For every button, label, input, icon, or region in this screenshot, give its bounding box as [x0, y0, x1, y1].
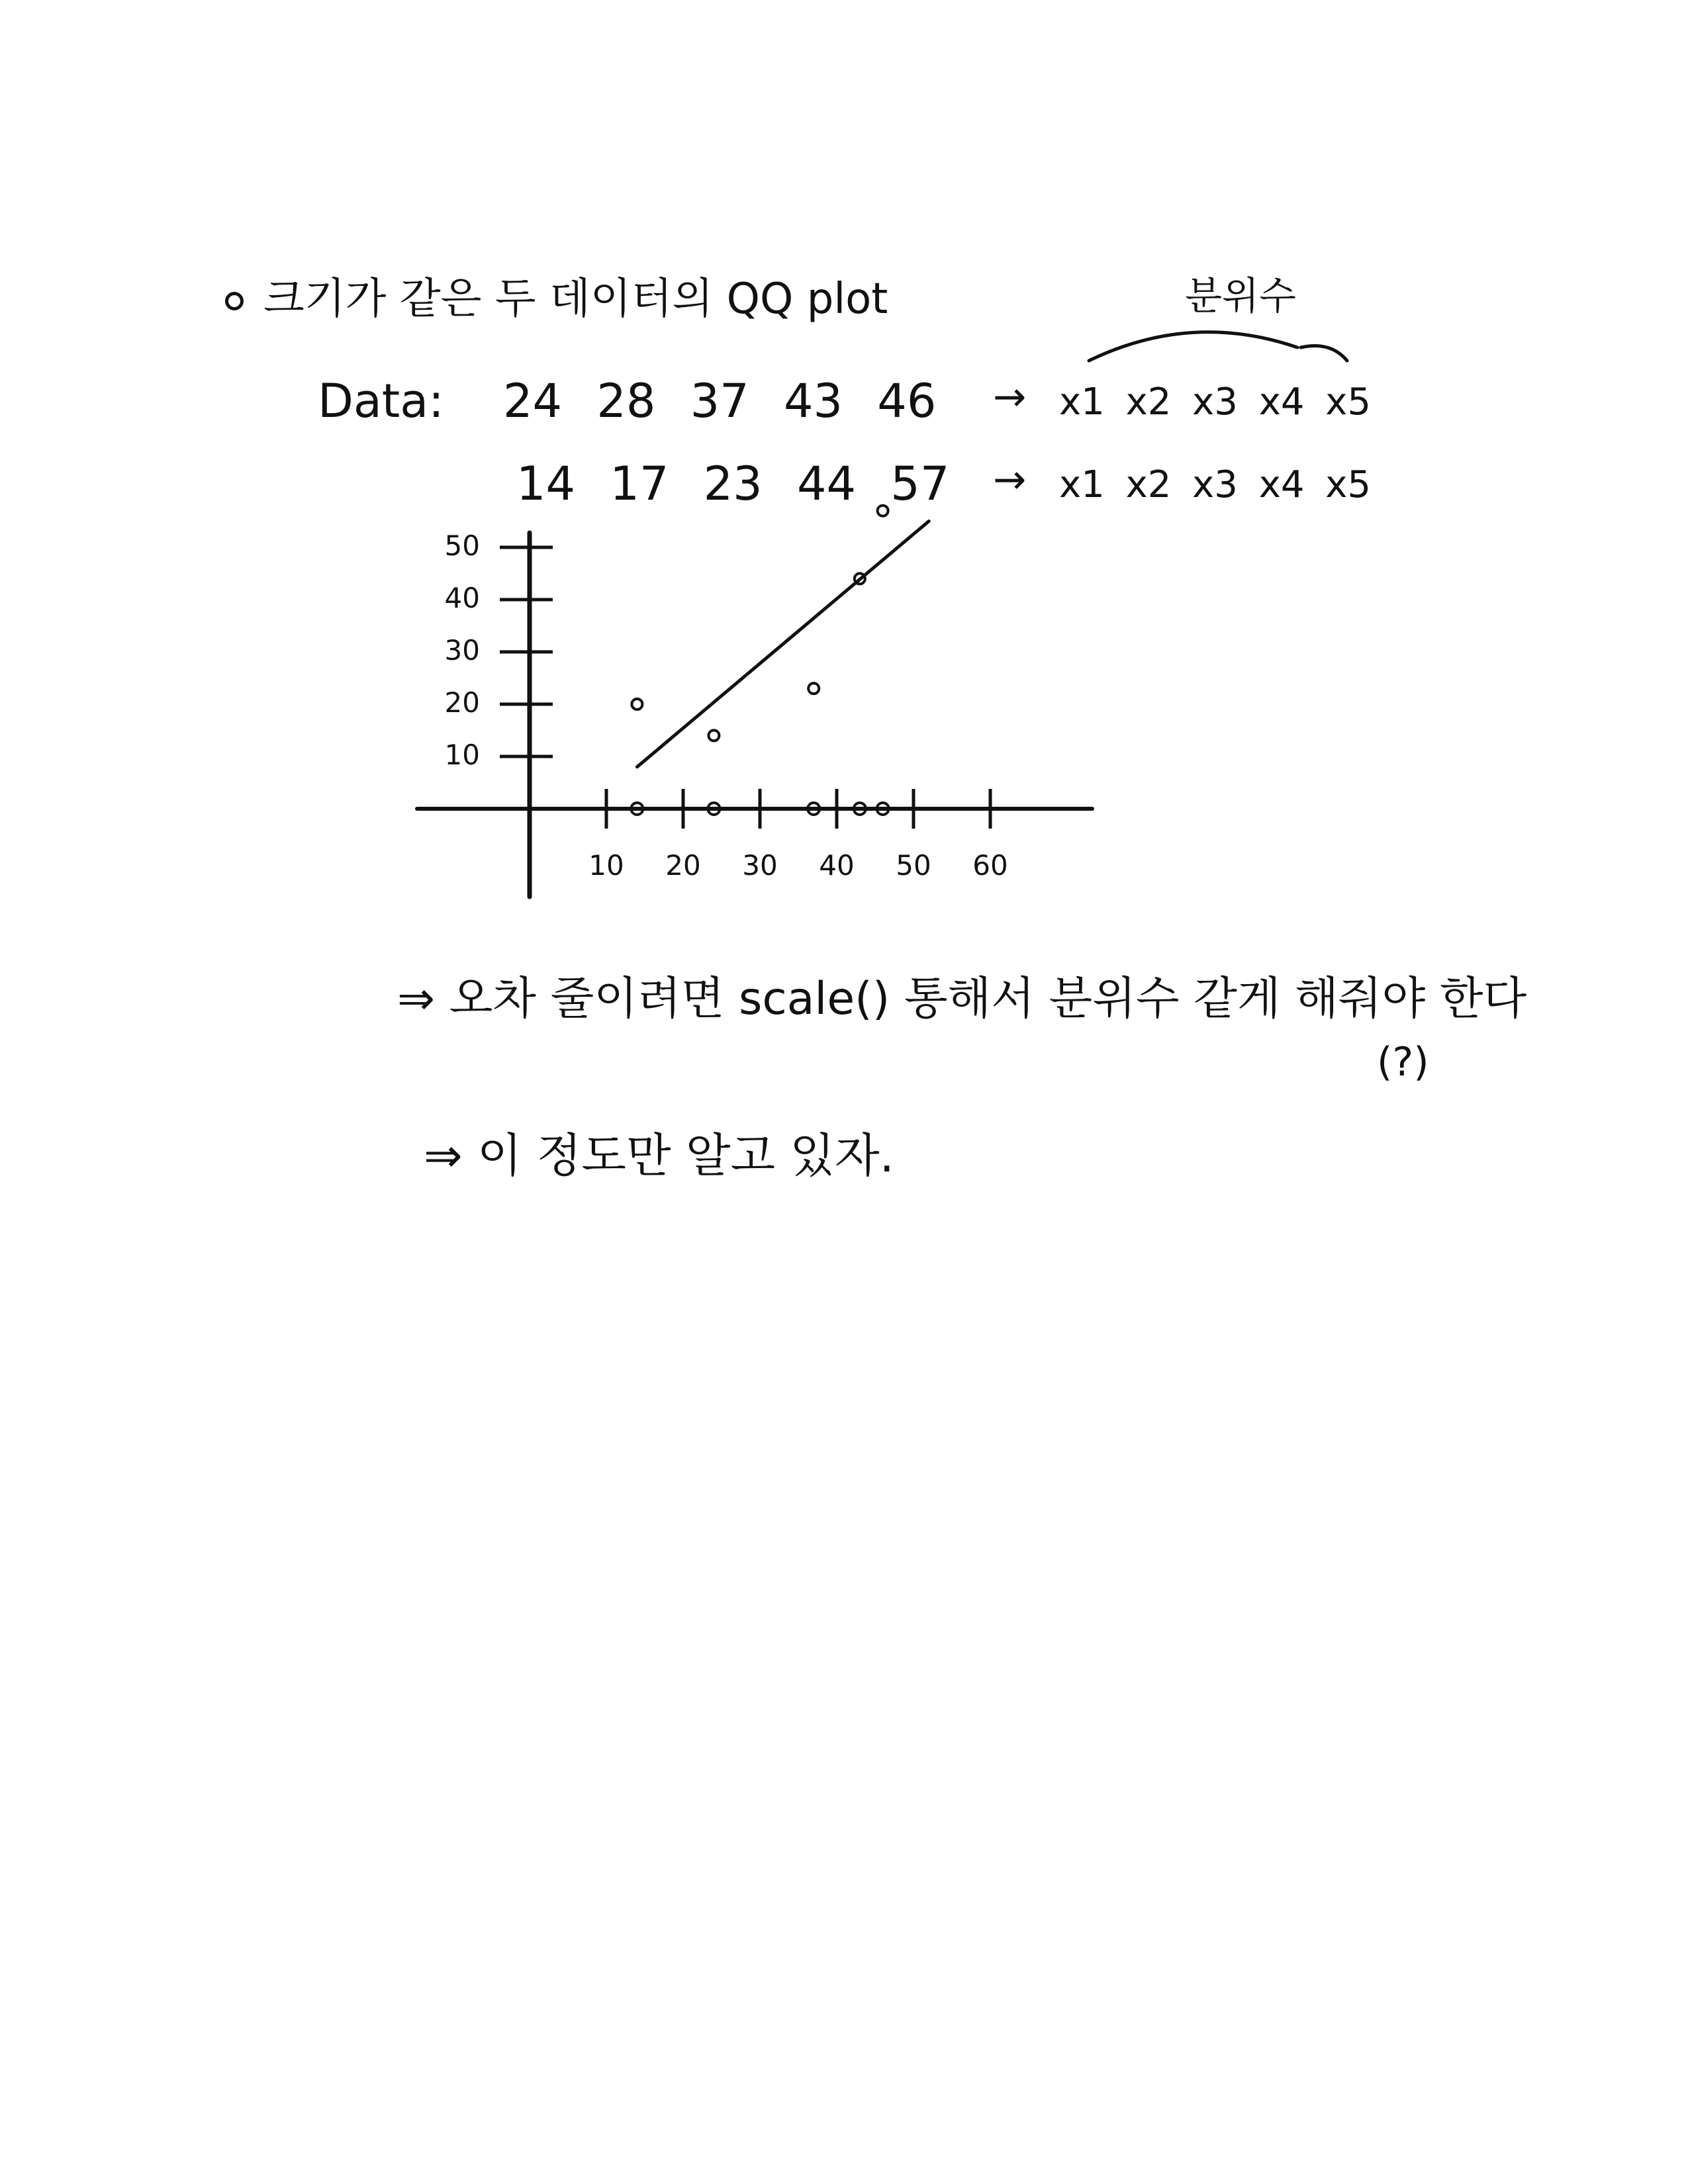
data-row-2-vars: x1 x2 x3 x4 x5 [1059, 463, 1372, 506]
reference-line [637, 522, 929, 767]
data-row-1-vars: x1 x2 x3 x4 x5 [1059, 381, 1372, 424]
note-1-question: (?) [1377, 1039, 1429, 1085]
title-text: 크기가 같은 두 데이터의 QQ plot [263, 275, 888, 324]
data-label: Data: [318, 374, 444, 428]
x-tick-label: 30 [742, 849, 778, 882]
data-point [808, 683, 819, 694]
x-tick-label: 20 [665, 849, 701, 882]
y-tick-label: 40 [444, 582, 480, 614]
x-tick-label: 10 [588, 849, 624, 882]
data-row-2-values: 14 17 23 44 57 [516, 457, 950, 511]
x-tick-label: 40 [819, 849, 855, 882]
data-point [878, 506, 888, 516]
x-tick-label: 60 [972, 849, 1008, 882]
y-tick-label: 30 [444, 634, 480, 666]
note-2: ⇒ 이 정도만 알고 있자. [424, 1128, 894, 1183]
data-point [708, 730, 719, 741]
y-tick-label: 50 [444, 529, 480, 562]
quantile-label: 분위수 [1185, 273, 1297, 318]
qq-plot-chart [0, 0, 1688, 927]
data-row-1-values: 24 28 37 43 46 [503, 374, 937, 428]
x-tick-label: 50 [896, 849, 931, 882]
y-tick-label: 10 [444, 739, 480, 771]
y-tick-label: 20 [444, 686, 480, 719]
note-1: ⇒ 오차 줄이려면 scale() 통해서 분위수 같게 해줘야 한다 [397, 973, 1527, 1025]
data-point [632, 699, 642, 709]
arrow-right-icon: → [993, 457, 1027, 503]
arrow-right-icon: → [993, 374, 1027, 420]
